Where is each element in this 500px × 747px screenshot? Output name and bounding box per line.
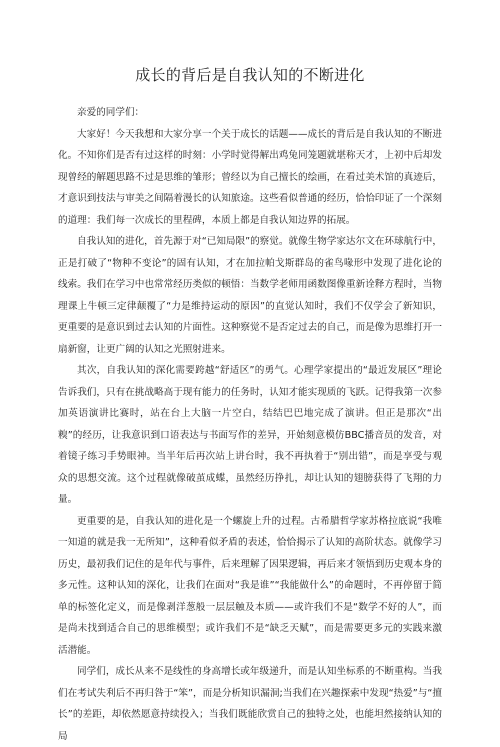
- paragraph-1: 大家好！今天我想和大家分享一个关于成长的话题——成长的背后是自我认知的不断进化。不知你们是否有过这样的时刻：小学时觉得解出鸡兔同笼题就堪称天才，上初中后却发现曾经的解题思路不过是思维的雏形；曾经以为自己擅长的绘画，在看过美术馆的真迹后，才意识到技法与审美之间隔着漫长的认知旅途。这些看似普通的经历，恰恰印证了一个深刻的道理：我们每一次成长的里程碑，本质上都是自我认知边界的拓展。: [58, 128, 442, 226]
- paragraph-4: 更重要的是，自我认知的进化是一个螺旋上升的过程。古希腊哲学家苏格拉底说“我唯一知道的就是我一无所知”，这种看似矛盾的表述，恰恰揭示了认知的高阶状态。就像学习历史，最初我们记住的是年代与事件，后来理解了因果逻辑，再后来才领悟到历史观本身的多元性。这种认知的深化，让我们在面对“我是谁”“我能做什么”的命题时，不再停留于简单的标签化定义，而是像剥洋葱般一层层触及本质——或许我们不是“数学不好的人”，而是尚未找到适合自己的思维模型；或许我们不是“缺乏天赋”，而是需要更多元的实践来激活潜能。: [58, 515, 442, 656]
- paragraph-3: 其次，自我认知的深化需要跨越“舒适区”的勇气。心理学家提出的“最近发展区”理论告诉我们，只有在挑战略高于现有能力的任务时，认知才能实现质的飞跃。记得我第一次参加英语演讲比赛时，站在台上大脑一片空白，结结巴巴地完成了演讲。但正是那次“出糗”的经历，让我意识到口语表达与书面写作的差异，开始刻意模仿BBC播音员的发音，对着镜子练习手势眼神。当半年后再次站上讲台时，我不再执着于“别出错”，而是享受与观众的思想交流。这个过程就像破茧成蝶，虽然经历挣扎，却让认知的翅膀获得了飞翔的力量。: [58, 365, 442, 505]
- greeting: 亲爱的同学们：: [77, 107, 145, 118]
- paragraph-2: 自我认知的进化，首先源于对“已知局限”的察觉。就像生物学家达尔文在环球航行中，正是打破了“物种不变论”的固有认知，才在加拉帕戈斯群岛的雀鸟喙形中发现了进化论的线索。我们在学习中也常常经历类似的顿悟：当数学老师用函数图像重新诠释方程时，当物理课上牛顿三定律颠覆了“力是维持运动的原因”的直觉认知时，我们不仅学会了新知识，更重要的是意识到过去认知的片面性。这种察觉不是否定过去的自己，而是像为思维打开一扇新窗，让更广阔的认知之光照射进来。: [58, 236, 442, 355]
- paragraph-5: 同学们，成长从来不是线性的身高增长或年级递升，而是认知坐标系的不断重构。当我们在考试失利后不再归咎于“笨”，而是分析知识漏洞;当我们在兴趣探索中发现“热爱”与“擅长”的差距，却依然愿意持续投入；当我们既能欣赏自己的独特之处，也能坦然接纳认知的局: [58, 666, 442, 742]
- document-title: 成长的背后是自我认知的不断进化: [135, 66, 365, 84]
